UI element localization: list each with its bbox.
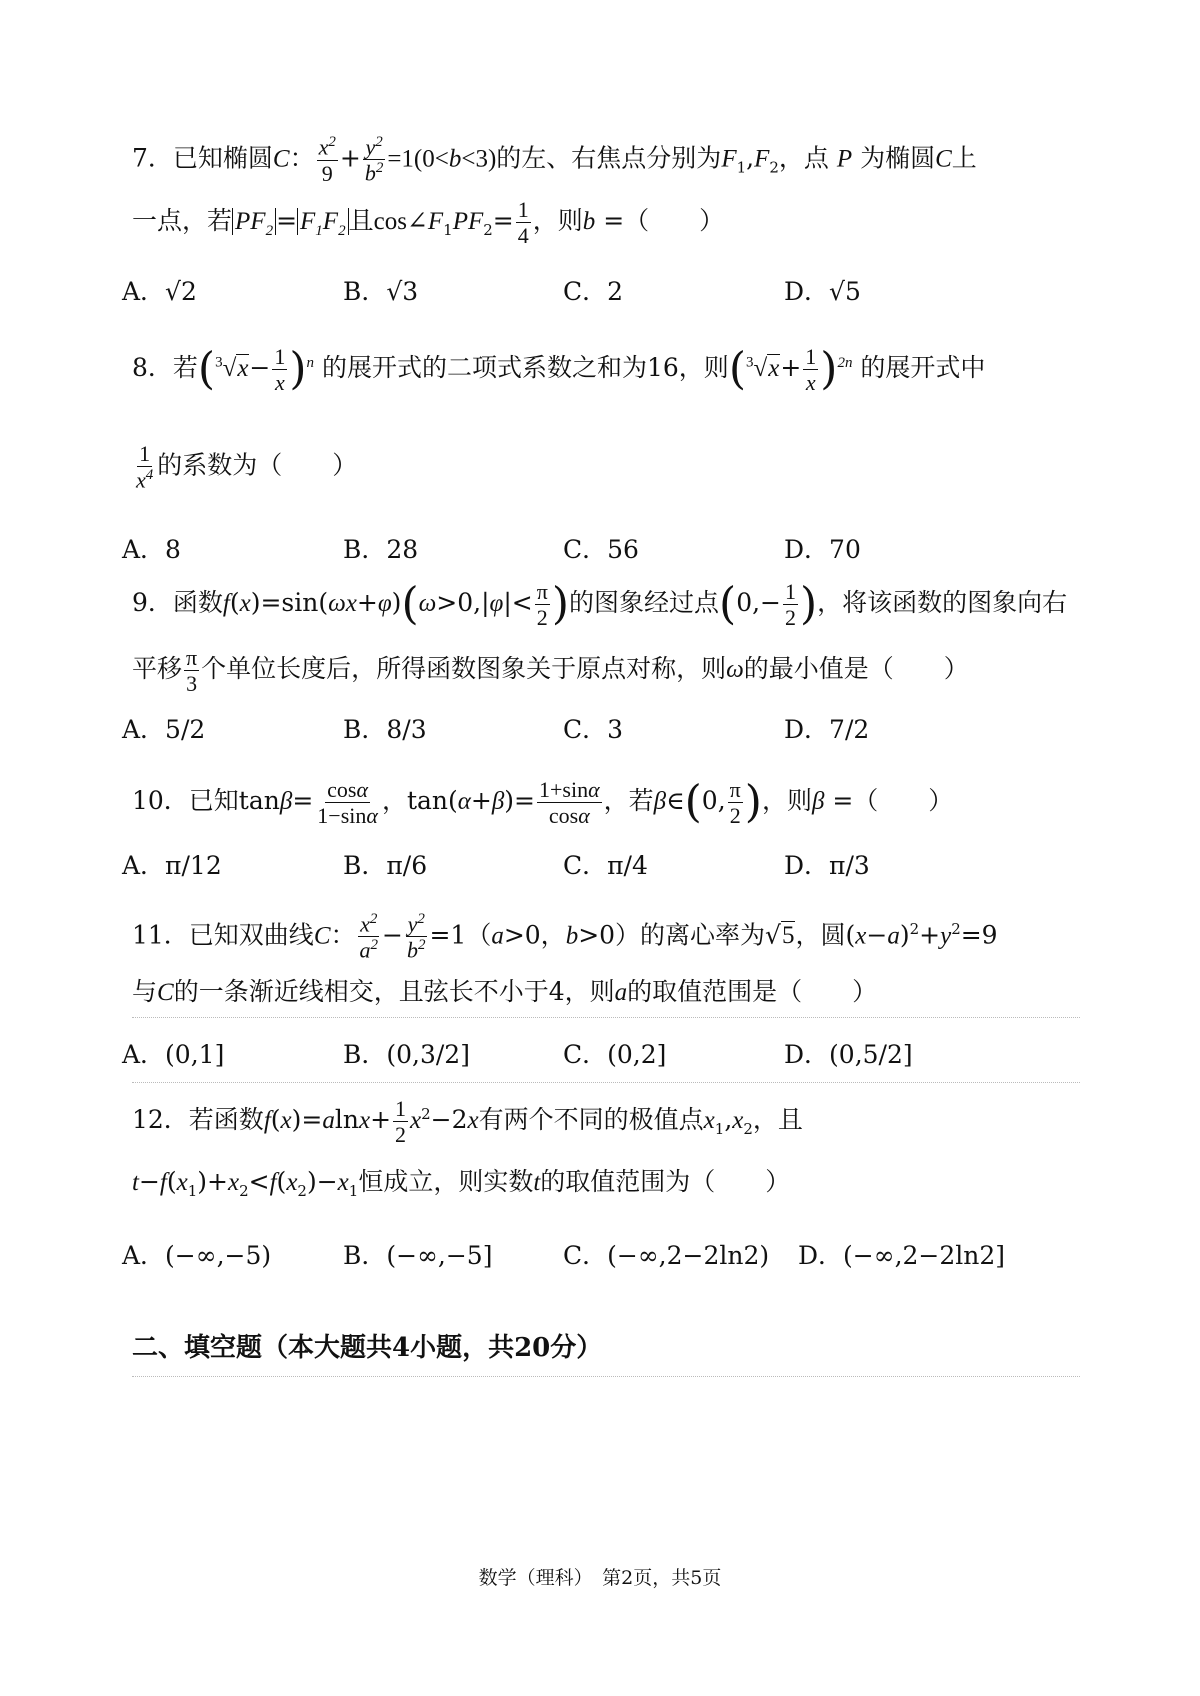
dotted-divider bbox=[132, 1082, 1080, 1083]
question-8-line-2: $\frac{1}{x^4}$ 的系数为（ ） bbox=[136, 441, 358, 493]
page-footer: 数学（理科） 第2页，共5页 bbox=[478, 1567, 722, 1589]
dotted-divider bbox=[132, 1376, 1080, 1377]
question-10-option-c: C．π/4 bbox=[563, 851, 648, 880]
question-7-option-a: A．√2 bbox=[122, 277, 197, 306]
question-9-option-c: C．3 bbox=[563, 715, 624, 744]
question-8-option-b: B．28 bbox=[343, 535, 419, 564]
question-8-line-1: 8．若($^3$√x− $\frac{1}{x}$ )$^n$ 的展开式的二项式系数之和为16，则($^3$√x+ $\frac{1}{x}$ )$^{2n}$ 的展开式中 bbox=[132, 343, 986, 396]
question-12-line-2: $t-f(x_1)+x_2<f(x_2)-x_1$恒成立，则实数t的取值范围为（ ） bbox=[132, 1167, 791, 1200]
question-7-option-c: C．2 bbox=[563, 277, 624, 306]
question-11-line-2: 与C的一条渐近线相交，且弦长不小于4，则a的取值范围是（ ） bbox=[132, 977, 878, 1006]
question-10-option-b: B．π/6 bbox=[343, 851, 428, 880]
question-9-line-1: 9．函数f(x)=sin(ωx+φ)(ω>0,|φ|< $\frac{\pi}{2}$ )的图象经过点(0,− $\frac{1}{2}$ )，将该函数的图象向右 bbox=[132, 578, 1068, 631]
question-10-line-1: 10．已知tanβ= $\frac{\cos\alpha}{1-\sin\alpha}$ ，tan(α+β)= $\frac{1+\sin\alpha}{\cos\alpha}$ ，若β∈(0, $\frac{\pi}{2}$ )，则β =（ ） bbox=[132, 776, 954, 829]
question-9-line-2: 平移 $\frac{\pi}{3}$ 个单位长度后，所得函数图象关于原点对称，则ω的最小值是（ ） bbox=[132, 645, 969, 697]
section-heading: 二、填空题（本大题共4小题，共20分） bbox=[132, 1333, 603, 1363]
question-9-option-b: B．8/3 bbox=[343, 715, 427, 744]
dotted-divider bbox=[132, 1017, 1080, 1018]
question-12-option-a: A．(−∞,−5) bbox=[122, 1241, 272, 1270]
question-7-line-1: 7．已知椭圆C： $\frac{x^2}{9}$ + $\frac{y^2}{b^2}$ =1(0<b<3)的左、右焦点分别为$F_1,F_2$，点 P 为椭圆C上 bbox=[132, 134, 977, 186]
question-10-option-a: A．π/12 bbox=[122, 851, 222, 880]
question-12-option-c: C．(−∞,2−2ln2) bbox=[563, 1241, 770, 1270]
question-7-option-d: D．√5 bbox=[784, 277, 861, 306]
question-12-option-b: B．(−∞,−5] bbox=[343, 1241, 493, 1270]
question-8-option-a: A．8 bbox=[122, 535, 181, 564]
question-11-line-1: 11．已知双曲线C： $\frac{x^2}{a^2}$ − $\frac{y^2}{b^2}$ =1（a>0，b>0）的离心率为√5，圆$(x-a)^2+y^2=9$ bbox=[132, 911, 998, 963]
question-7-line-2: 一点，若 $PF_2 = F_1F_2$ 且$\cos\angle F_1PF_2=$ $\frac{1}{4}$ ，则b =（ ） bbox=[132, 197, 725, 249]
question-9-option-a: A．5/2 bbox=[122, 715, 206, 744]
question-8-option-c: C．56 bbox=[563, 535, 639, 564]
question-11-option-c: C．(0,2] bbox=[563, 1040, 667, 1069]
question-8-option-d: D．70 bbox=[784, 535, 861, 564]
question-11-option-b: B．(0,3/2] bbox=[343, 1040, 470, 1069]
question-12-option-d: D．(−∞,2−2ln2] bbox=[798, 1241, 1006, 1270]
question-7-option-b: B．√3 bbox=[343, 277, 419, 306]
question-11-option-a: A．(0,1] bbox=[122, 1040, 225, 1069]
question-11-option-d: D．(0,5/2] bbox=[784, 1040, 913, 1069]
question-10-option-d: D．π/3 bbox=[784, 851, 870, 880]
question-9-option-d: D．7/2 bbox=[784, 715, 870, 744]
question-12-line-1: 12．若函数f(x)=alnx+ $\frac{1}{2}$ $x^2-2x$有两个不同的极值点$x_1,x_2$，且 bbox=[132, 1096, 803, 1148]
